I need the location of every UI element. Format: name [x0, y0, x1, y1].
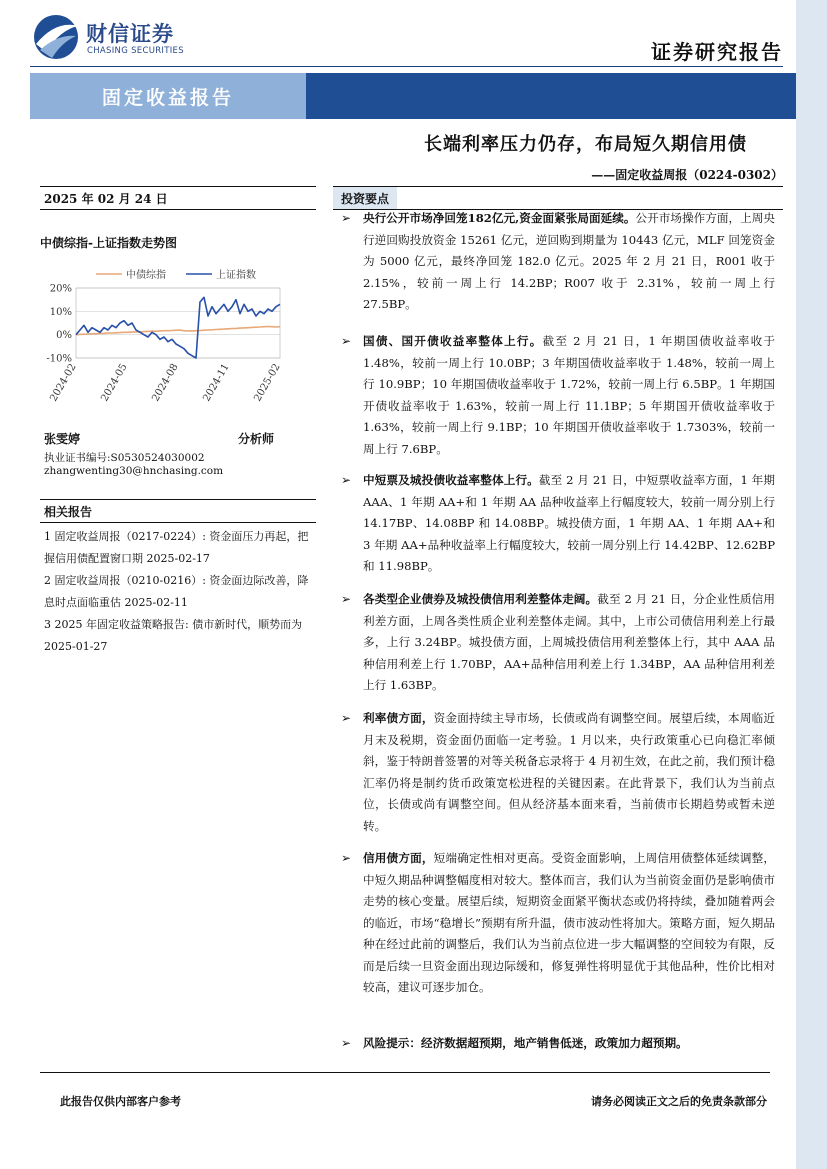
risk-warning-text: 风险提示：经济数据超预期，地产销售低迷，政策加力超预期。	[363, 1036, 688, 1050]
key-point-item	[333, 331, 783, 460]
key-point-item	[333, 470, 783, 578]
key-point-item	[333, 589, 783, 697]
key-points-title: 投资要点	[333, 187, 397, 209]
key-point-text	[363, 470, 775, 578]
bullet-arrow-icon: ➢	[341, 1036, 352, 1050]
bullet-arrow-icon: ➢	[341, 473, 352, 487]
key-point-text	[363, 331, 775, 460]
x-tick-label: 2024-02	[48, 362, 79, 404]
legend-label: 中债综指	[126, 270, 166, 281]
plot-frame	[76, 288, 280, 358]
footer-disclaimer: 请务必阅读正文之后的免责条款部分	[591, 1095, 767, 1108]
left-column	[40, 186, 316, 251]
y-tick-label: 10%	[49, 306, 72, 318]
x-tick-label: 2024-05	[99, 362, 130, 404]
key-point-lead: 中短票及城投债收益率整体上行。	[363, 473, 539, 487]
key-point-text	[363, 708, 775, 837]
footer-notice: 此报告仅供内部客户参考	[60, 1095, 181, 1108]
analyst-name: 张雯婷	[44, 432, 81, 446]
related-reports-list	[44, 526, 314, 658]
x-tick-label: 2025-02	[252, 362, 283, 404]
logo-name-cn: 财信证券	[86, 22, 174, 46]
analyst-role: 分析师	[237, 432, 274, 446]
risk-warning	[333, 1033, 783, 1055]
x-tick-label: 2024-11	[201, 362, 232, 404]
y-tick-label: 0%	[56, 330, 72, 342]
y-tick-label: -10%	[46, 353, 72, 365]
bullet-arrow-icon: ➢	[341, 211, 352, 225]
report-title: 长端利率压力仍存，布局短久期信用债	[424, 134, 747, 155]
bullet-arrow-icon: ➢	[341, 711, 352, 725]
bullet-arrow-icon: ➢	[341, 592, 352, 606]
legend-label: 上证指数	[216, 270, 256, 281]
side-strip	[796, 0, 827, 1169]
related-reports-title: 相关报告	[40, 499, 316, 523]
banner-label-box	[30, 73, 306, 119]
chart-y-ticks	[46, 284, 72, 365]
logo-mark-icon	[30, 12, 82, 62]
logo-name-en: CHASING SECURITIES	[87, 46, 184, 56]
key-point-detail: 公开市场操作方面，上周央行逆回购投放资金 15261 亿元，逆回购到期量为 10443 亿元，MLF 回笼资金为 5000 亿元，最终净回笼 182.0 亿元。2025 年 2 月 21 日，R001 收于 2.15%，较前一周上行 14.2BP；R007 收于 2.31%，较前一周上行 27.5BP。	[363, 211, 775, 311]
bullet-arrow-icon: ➢	[341, 334, 352, 348]
key-point-text	[363, 589, 775, 697]
key-point-lead: 利率债方面，	[363, 711, 434, 725]
x-tick-label: 2024-08	[150, 362, 181, 404]
key-point-lead: 各类型企业债券及城投债信用利差整体走阔。	[363, 592, 598, 606]
key-point-item	[333, 708, 783, 837]
index-trend-chart	[40, 262, 316, 412]
top-rule	[30, 66, 783, 67]
key-point-lead: 国债、国开债收益率整体上行。	[363, 334, 543, 348]
key-point-text	[363, 848, 775, 999]
category-banner	[30, 73, 796, 119]
key-point-text	[363, 1033, 775, 1055]
related-report-item[interactable]: 1 固定收益周报（0217-0224）: 资金面压力再起，把握信用债配置窗口期 2025-02-17	[44, 530, 309, 565]
analyst-row	[44, 430, 274, 447]
company-logo	[30, 12, 210, 62]
key-point-detail: 短端确定性相对更高。受资金面影响，上周信用债整体延续调整，中短久期品种调整幅度相对较大。整体而言，我们认为当前资金面仍是影响债市走势的核心变量。展望后续，短期资金面紧平衡状态或仍将持续，叠加随着两会的临近，市场“稳增长”预期有所升温，债市波动性将加大。策略方面，短久期品种在经过此前的调整后，我们认为当前点位进一步大幅调整的空间较为有限，反而是后续一旦资金面出现边际缓和，修复弹性将明显优于其他品种，性价比相对较高，建议可逐步加仓。	[363, 851, 775, 994]
key-point-detail: 截至 2 月 21 日，分企业性质信用利差方面，上周各类性质企业利差整体走阔。其中，上市公司债信用利差上行最多，上行 3.24BP。城投债方面，上周城投债信用利差整体上行，其中 AAA 品种信用利差上行 1.70BP，AA+品种信用利差上行 1.34BP，AA 品种信用利差上行 1.63BP。	[363, 592, 775, 692]
series-line	[76, 327, 280, 335]
related-report-item[interactable]: 2 固定收益周报（0210-0216）: 资金面边际改善，降息时点面临重估 2025-02-11	[44, 574, 309, 609]
analyst-email[interactable]: zhangwenting30@hnchasing.com	[44, 465, 224, 477]
key-points-section	[333, 186, 783, 210]
report-subtitle: ——固定收益周报（0224-0302）	[591, 168, 783, 182]
chart-grid	[76, 288, 280, 358]
banner-label: 固定收益报告	[101, 86, 234, 109]
bullet-arrow-icon: ➢	[341, 851, 352, 865]
key-point-item	[333, 208, 783, 316]
chart-series	[76, 297, 280, 358]
y-tick-label: 20%	[49, 283, 72, 295]
report-date: 2025 年 02 月 24 日	[40, 186, 316, 210]
key-points-header	[333, 186, 783, 210]
key-point-text	[363, 208, 775, 316]
analyst-cert: 执业证书编号:S0530524030002	[44, 452, 205, 464]
related-report-item[interactable]: 3 2025 年固定收益策略报告: 债市新时代，顺势而为 2025-01-27	[44, 618, 303, 653]
key-point-detail: 截至 2 月 21 日，1 年期国债收益率收于 1.48%，较前一周上行 10.0BP；3 年期国债收益率收于 1.48%，较前一周上行 10.9BP；10 年期国债收益率收于 1.72%，较前一周上行 6.5BP。1 年期国开债收益率收于 1.63%，较前一周上行 11.1BP；5 年期国开债收益率收于 1.63%，较前一周上行 9.1BP；10 年期国开债收益率收于 1.7303%，较前一周上行 7.6BP。	[363, 334, 775, 456]
report-type: 证券研究报告	[651, 40, 783, 64]
key-point-item	[333, 848, 783, 999]
chart-title: 中债综指-上证指数走势图	[40, 236, 177, 250]
key-point-detail: 截至 2 月 21 日，中短票收益率方面，1 年期 AAA、1 年期 AA+和 1 年期 AA 品种收益率上行幅度较大，较前一周分别上行 14.17BP、14.08BP 和 14.08BP。城投债方面，1 年期 AA、1 年期 AA+和 3 年期 AA+品种收益率上行幅度较大，较前一周分别上行 14.42BP、12.62BP 和 11.98BP。	[363, 473, 775, 573]
banner-fill	[306, 73, 796, 119]
key-point-detail: 资金面持续主导市场，长债或尚有调整空间。展望后续，本周临近月末及税期，资金面仍面临一定考验。1 月以来，央行政策重心已向稳汇率倾斜，鉴于特朗普签署的对等关税备忘录将于 4 月初生效，在此之前，我们预计稳汇率仍将是制约货币政策宽松进程的关键因素。在此背景下，我们认为当前点位，长债或尚有调整空间。但从经济基本面来看，当前债市长期趋势或暂未逆转。	[363, 711, 775, 833]
key-point-lead: 信用债方面，	[363, 851, 434, 865]
chart-x-ticks	[48, 362, 282, 403]
key-point-lead: 央行公开市场净回笼182亿元,资金面紧张局面延续。	[363, 211, 636, 225]
chart-legend	[96, 268, 256, 281]
footer-rule	[40, 1072, 770, 1073]
